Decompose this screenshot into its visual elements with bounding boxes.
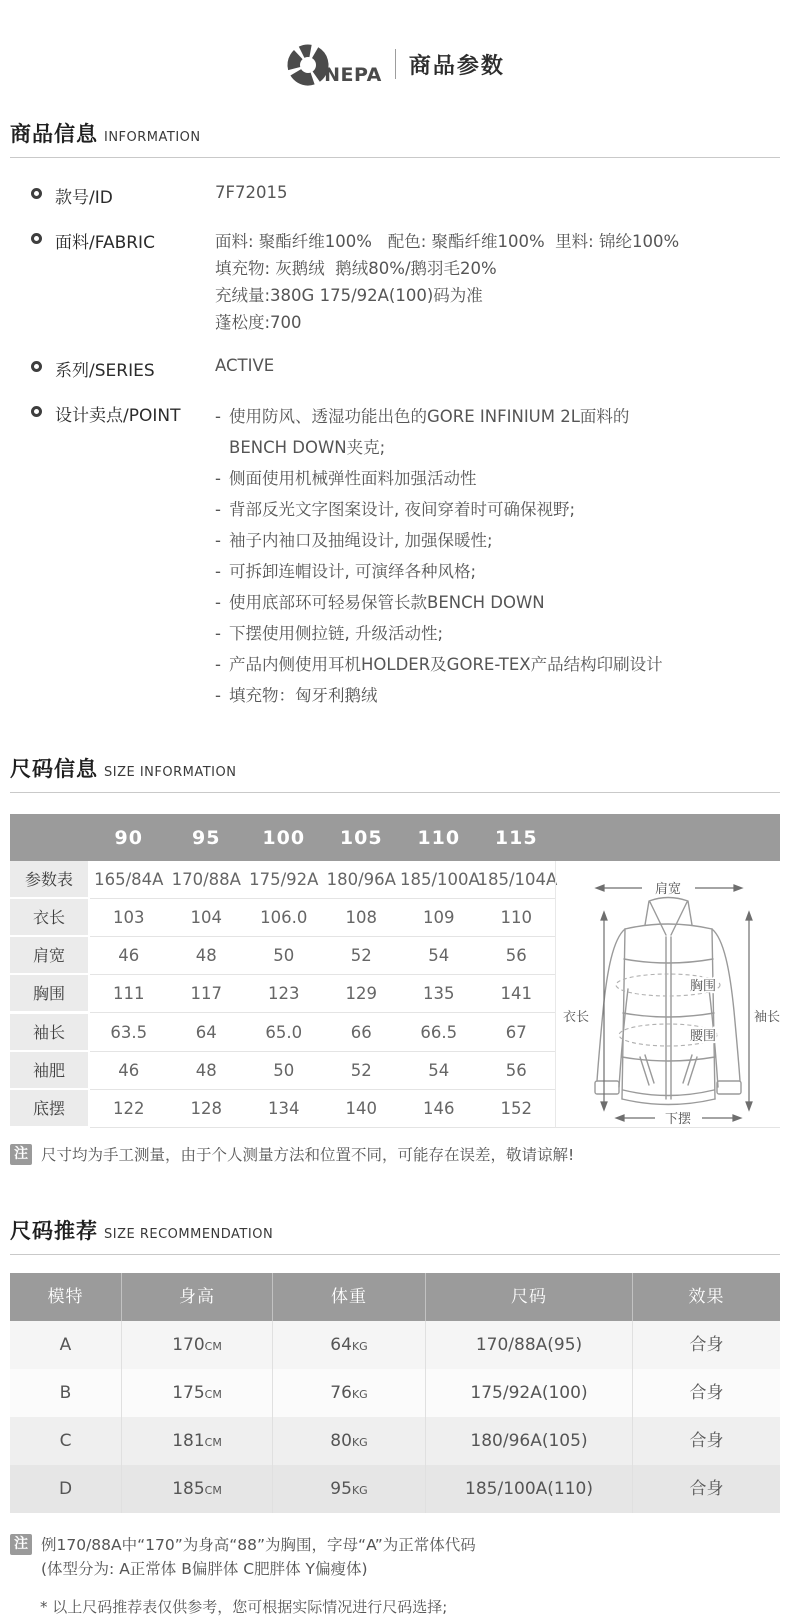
info-row-series <box>0 356 790 381</box>
info-row-fabric <box>0 228 790 336</box>
size-row-label: 衣长 <box>10 899 90 937</box>
fabric-line: 充绒量:380G 175/92A(100)码为准 <box>215 286 483 305</box>
size-title-en: SIZE INFORMATION <box>104 765 237 780</box>
point-label: 设计卖点/POINT <box>55 406 181 426</box>
series-value: ACTIVE <box>215 356 275 375</box>
rec-height: 170CM <box>122 1321 273 1369</box>
rec-title-zh: 尺码推荐 <box>10 1219 98 1243</box>
size-cell: 48 <box>168 937 246 975</box>
size-cell: 123 <box>245 975 323 1013</box>
size-cell: 67 <box>478 1014 556 1052</box>
size-cell: 106.0 <box>245 899 323 937</box>
size-col-header: 110 <box>417 826 461 849</box>
info-section-title <box>10 118 780 148</box>
point-list <box>215 401 663 711</box>
rec-model: B <box>10 1369 122 1417</box>
bullet-icon <box>31 233 42 244</box>
size-cell: 152 <box>478 1090 556 1128</box>
size-cell: 117 <box>168 975 246 1013</box>
size-cell: 56 <box>478 937 556 975</box>
rec-fit: 合身 <box>689 1383 724 1403</box>
size-cell: 110 <box>478 899 556 937</box>
rec-note-line2: (体型分为: A正常体 B偏胖体 C肥胖体 Y偏瘦体) <box>41 1560 368 1578</box>
size-cell: 52 <box>323 1052 401 1090</box>
size-note <box>10 1143 780 1167</box>
size-cell: 175/92A <box>245 861 323 899</box>
fabric-line: 填充物: 灰鹅绒 鹅绒80%/鹅羽毛20% <box>215 259 497 278</box>
bullet-icon <box>31 361 42 372</box>
recommendation-table <box>10 1273 780 1513</box>
point-line: BENCH DOWN夹克; <box>229 438 386 457</box>
rec-size: 185/100A(110) <box>426 1465 633 1513</box>
size-cell: 50 <box>245 1052 323 1090</box>
size-cell: 54 <box>400 1052 478 1090</box>
size-cell: 165/84A <box>90 861 168 899</box>
diagram-chest-label: 胸围 <box>690 979 717 994</box>
size-title-rule <box>10 792 780 793</box>
size-cell: 140 <box>323 1090 401 1128</box>
brand-logo <box>285 42 382 87</box>
rec-col-header: 效果 <box>688 1287 725 1307</box>
rec-note <box>10 1533 780 1581</box>
size-row-label: 参数表 <box>10 861 90 899</box>
rec-fit: 合身 <box>689 1431 724 1451</box>
size-cell: 48 <box>168 1052 246 1090</box>
size-col-header: 90 <box>114 826 143 849</box>
rec-title-en: SIZE RECOMMENDATION <box>104 1227 274 1242</box>
size-row-label: 胸围 <box>10 975 90 1013</box>
size-col-header: 95 <box>192 826 221 849</box>
size-cell: 170/88A <box>168 861 246 899</box>
fabric-value <box>215 228 679 336</box>
rec-table-row <box>10 1465 780 1513</box>
rec-section-title <box>10 1215 780 1245</box>
size-cell: 111 <box>90 975 168 1013</box>
page-title: 商品参数 <box>408 53 505 79</box>
rec-note-line1: 例170/88A中“170”为身高“88”为胸围，字母“A”为正常体代码 <box>41 1536 476 1554</box>
size-cell: 122 <box>90 1090 168 1128</box>
rec-table-header <box>10 1273 780 1321</box>
size-cell: 180/96A <box>323 861 401 899</box>
note-badge: 注 <box>10 1144 32 1165</box>
note-badge: 注 <box>10 1534 32 1555</box>
rec-size: 175/92A(100) <box>426 1369 633 1417</box>
size-col-header: 105 <box>339 826 383 849</box>
size-cell: 108 <box>323 899 401 937</box>
rec-height: 181CM <box>122 1417 273 1465</box>
rec-size: 180/96A(105) <box>426 1417 633 1465</box>
size-cell: 46 <box>90 1052 168 1090</box>
rec-table-row <box>10 1369 780 1417</box>
info-title-rule <box>10 157 780 158</box>
size-cell: 185/104A <box>478 861 556 899</box>
size-cell: 52 <box>323 937 401 975</box>
size-title-zh: 尺码信息 <box>10 757 98 781</box>
fabric-line: 蓬松度:700 <box>215 313 302 332</box>
point-line: - 可拆卸连帽设计, 可演绎各种风格; <box>215 562 477 581</box>
bullet-icon <box>31 406 42 417</box>
point-line: - 袖子内袖口及抽绳设计, 加强保暖性; <box>215 531 493 550</box>
size-cell: 134 <box>245 1090 323 1128</box>
size-cell: 65.0 <box>245 1014 323 1052</box>
rec-table-row <box>10 1417 780 1465</box>
rec-footnote: * 以上尺码推荐表仅供参考，您可根据实际情况进行尺码选择; <box>40 1598 448 1616</box>
rec-height: 175CM <box>122 1369 273 1417</box>
rec-fit: 合身 <box>689 1479 724 1499</box>
size-cell: 54 <box>400 937 478 975</box>
rec-weight: 76KG <box>273 1369 426 1417</box>
rec-weight: 80KG <box>273 1417 426 1465</box>
rec-col-header: 体重 <box>273 1273 426 1321</box>
size-row-label: 底摆 <box>10 1090 90 1128</box>
header-divider <box>395 49 396 79</box>
size-cell: 104 <box>168 899 246 937</box>
rec-model: A <box>10 1321 122 1369</box>
size-table <box>10 814 780 1128</box>
point-line: - 侧面使用机械弹性面料加强活动性 <box>215 469 477 488</box>
point-line: - 使用底部环可轻易保管长款BENCH DOWN <box>215 593 545 612</box>
diagram-hem-label: 下摆 <box>664 1112 692 1127</box>
rec-model: C <box>10 1417 122 1465</box>
size-cell: 129 <box>323 975 401 1013</box>
size-cell: 66 <box>323 1014 401 1052</box>
diagram-shoulder-label: 肩宽 <box>654 882 682 897</box>
rec-col-header: 身高 <box>122 1273 273 1321</box>
rec-title-rule <box>10 1254 780 1255</box>
brand-header <box>0 0 790 92</box>
size-row-label: 袖肥 <box>10 1052 90 1090</box>
size-cell: 146 <box>400 1090 478 1128</box>
brand-wordmark: NEPA <box>324 63 382 86</box>
size-cell: 185/100A <box>400 861 478 899</box>
size-table-grid <box>10 861 558 1128</box>
size-cell: 64 <box>168 1014 246 1052</box>
size-cell: 50 <box>245 937 323 975</box>
info-title-en: INFORMATION <box>104 130 201 145</box>
rec-weight: 95KG <box>273 1465 426 1513</box>
rec-note-text <box>41 1533 476 1581</box>
size-note-text: 尺寸均为手工测量，由于个人测量方法和位置不同，可能存在误差，敬请谅解! <box>41 1146 575 1164</box>
point-line: - 填充物：匈牙利鹅绒 <box>215 686 378 705</box>
size-cell: 128 <box>168 1090 246 1128</box>
info-row-point <box>0 401 790 711</box>
size-cell: 56 <box>478 1052 556 1090</box>
size-cell: 109 <box>400 899 478 937</box>
point-line: - 背部反光文字图案设计, 夜间穿着时可确保视野; <box>215 500 576 519</box>
fabric-label: 面料/FABRIC <box>55 233 155 253</box>
rec-fit: 合身 <box>689 1335 724 1355</box>
rec-weight: 64KG <box>273 1321 426 1369</box>
size-cell: 103 <box>90 899 168 937</box>
size-cell: 46 <box>90 937 168 975</box>
size-section-title <box>10 753 780 783</box>
size-col-header: 100 <box>262 826 306 849</box>
diagram-length-label: 衣长 <box>562 1010 590 1025</box>
bullet-icon <box>31 188 42 199</box>
rec-col-header: 模特 <box>10 1273 122 1321</box>
size-row-label: 肩宽 <box>10 937 90 975</box>
size-col-header: 115 <box>494 826 538 849</box>
size-cell: 135 <box>400 975 478 1013</box>
fabric-line: 面料: 聚酯纤维100% 配色: 聚酯纤维100% 里料: 锦纶100% <box>215 232 680 251</box>
point-line: - 下摆使用侧拉链, 升级活动性; <box>215 624 444 643</box>
rec-col-header: 尺码 <box>426 1273 633 1321</box>
series-label: 系列/SERIES <box>55 361 155 381</box>
diagram-waist-label: 腰围 <box>690 1029 717 1044</box>
size-cell: 63.5 <box>90 1014 168 1052</box>
rec-height: 185CM <box>122 1465 273 1513</box>
id-label: 款号/ID <box>55 188 113 208</box>
size-row-label: 袖长 <box>10 1014 90 1052</box>
jacket-measure-diagram <box>555 861 780 1128</box>
size-cell: 66.5 <box>400 1014 478 1052</box>
point-line: - 产品内侧使用耳机HOLDER及GORE-TEX产品结构印刷设计 <box>215 655 663 674</box>
size-table-header <box>10 814 780 861</box>
info-title-zh: 商品信息 <box>10 122 98 146</box>
info-row-id <box>0 183 790 208</box>
rec-table-row <box>10 1321 780 1369</box>
size-cell: 141 <box>478 975 556 1013</box>
diagram-sleeve-label: 袖长 <box>754 1010 780 1025</box>
point-line: - 使用防风、透湿功能出色的GORE INFINIUM 2L面料的 <box>215 407 630 426</box>
jacket-icon <box>556 861 780 1127</box>
rec-size: 170/88A(95) <box>426 1321 633 1369</box>
rec-model: D <box>10 1465 122 1513</box>
id-value: 7F72015 <box>215 183 288 202</box>
